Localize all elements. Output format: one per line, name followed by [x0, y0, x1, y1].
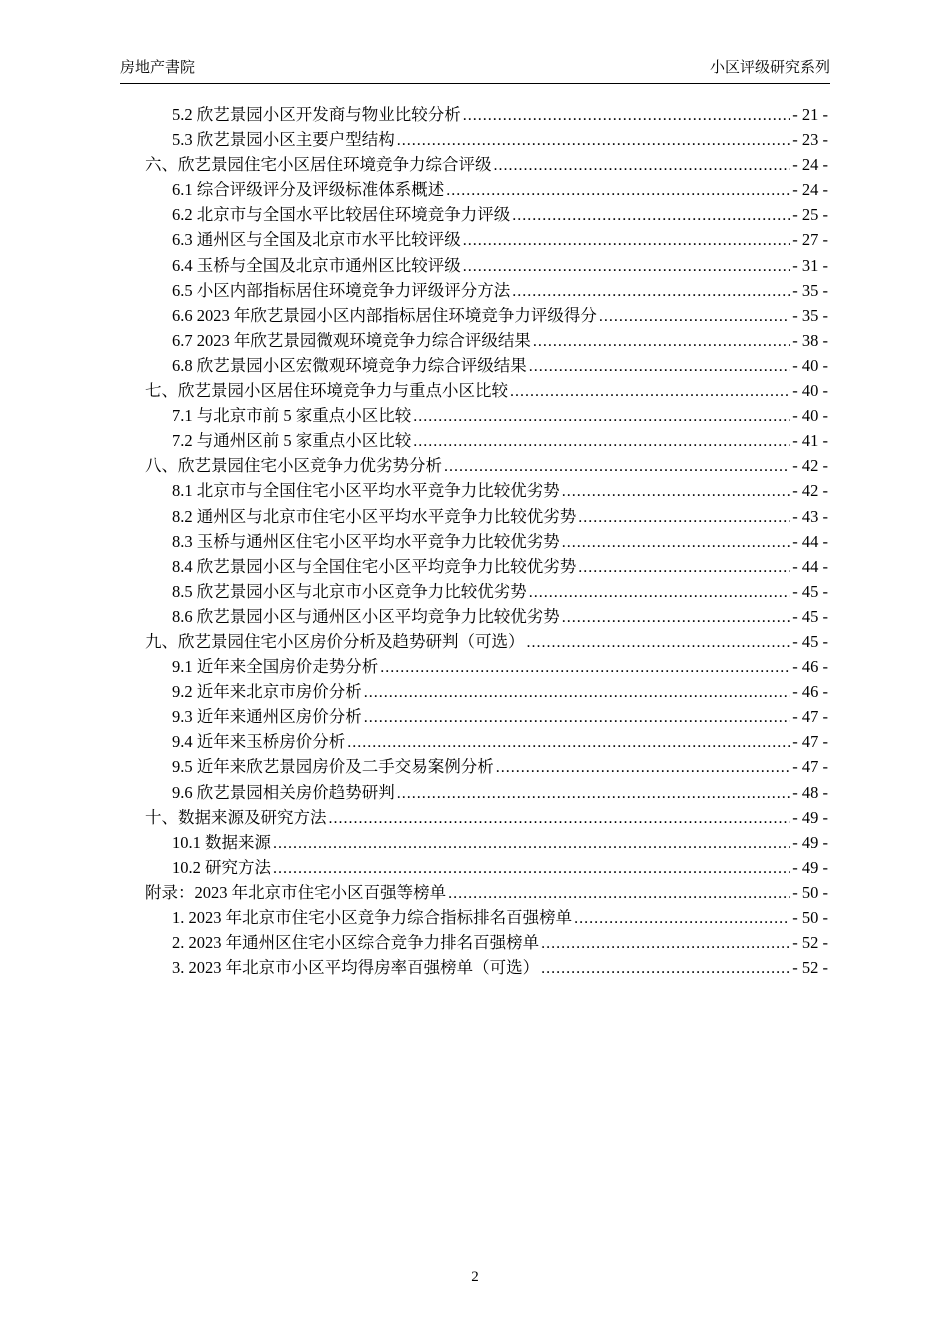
toc-page-number: - 24 - — [792, 180, 828, 200]
toc-page-number: - 42 - — [792, 456, 828, 476]
toc-page-number: - 42 - — [792, 481, 828, 501]
toc-entry-title: 6.3 通州区与全国及北京市水平比较评级 — [172, 230, 461, 250]
toc-entry[interactable] — [120, 905, 830, 930]
toc-entry-title: 8.5 欣艺景园小区与北京市小区竞争力比较优劣势 — [172, 581, 527, 601]
toc-entry[interactable] — [120, 704, 830, 729]
toc-entry[interactable] — [120, 403, 830, 428]
toc-entry-title: 九、欣艺景园住宅小区房价分析及趋势研判（可选） — [145, 631, 525, 651]
toc-dot-leader — [496, 754, 791, 780]
toc-entry[interactable] — [120, 504, 830, 529]
toc-dot-leader — [397, 780, 791, 806]
toc-entry-title: 6.6 2023 年欣艺景园小区内部指标居住环境竞争力评级得分 — [172, 305, 597, 325]
toc-dot-leader — [578, 504, 790, 530]
header-left-text: 房地产書院 — [120, 60, 196, 76]
toc-page-number: - 21 - — [792, 105, 828, 124]
toc-page-number: - 45 - — [792, 631, 828, 651]
toc-entry[interactable] — [120, 855, 830, 880]
toc-entry[interactable] — [120, 604, 830, 629]
toc-dot-leader — [529, 579, 791, 605]
toc-page-number: - 23 - — [792, 130, 828, 150]
toc-entry-title: 9.6 欣艺景园相关房价趋势研判 — [172, 782, 395, 802]
header-right-text: 小区评级研究系列 — [709, 60, 830, 76]
toc-entry-title: 9.3 近年来通州区房价分析 — [172, 707, 362, 727]
toc-page-number: - 31 - — [792, 255, 828, 275]
toc-entry-title: 8.2 通州区与北京市住宅小区平均水平竞争力比较优劣势 — [172, 506, 577, 526]
toc-entry-title: 3. 2023 年北京市小区平均得房率百强榜单（可选） — [172, 958, 540, 978]
toc-page-number: - 38 - — [792, 330, 828, 350]
toc-dot-leader — [529, 353, 791, 379]
toc-entry-title: 七、欣艺景园小区居住环境竞争力与重点小区比较 — [145, 381, 508, 401]
toc-entry-title: 8.6 欣艺景园小区与通州区小区平均竞争力比较优劣势 — [172, 606, 560, 626]
toc-dot-leader — [562, 478, 791, 504]
toc-dot-leader — [364, 704, 791, 730]
toc-page-number: - 44 - — [792, 531, 828, 551]
toc-page-number: - 40 - — [792, 381, 828, 401]
toc-page-number: - 50 - — [792, 882, 828, 902]
toc-page-number: - 25 - — [792, 205, 828, 225]
toc-entry-title: 9.2 近年来北京市房价分析 — [172, 682, 362, 702]
toc-page-number: - 41 - — [792, 431, 828, 451]
page-footer — [0, 1269, 950, 1286]
toc-entry[interactable] — [120, 478, 830, 503]
toc-entry-title: 9.1 近年来全国房价走势分析 — [172, 657, 379, 677]
toc-entry[interactable] — [120, 303, 830, 328]
toc-entry[interactable] — [120, 930, 830, 955]
toc-page-number: - 35 - — [792, 305, 828, 325]
toc-page-number: - 45 - — [792, 581, 828, 601]
toc-dot-leader — [494, 152, 791, 178]
toc-dot-leader — [413, 403, 790, 429]
toc-dot-leader — [527, 629, 791, 655]
page-header — [120, 56, 830, 84]
toc-dot-leader — [444, 453, 790, 479]
toc-dot-leader — [446, 177, 790, 203]
toc-entry[interactable] — [120, 353, 830, 378]
toc-dot-leader — [578, 554, 790, 580]
toc-entry-title: 6.8 欣艺景园小区宏微观环境竞争力综合评级结果 — [172, 355, 527, 375]
toc-entry[interactable] — [120, 127, 830, 152]
toc-entry[interactable] — [120, 830, 830, 855]
toc-dot-leader — [599, 303, 790, 329]
toc-dot-leader — [463, 227, 791, 253]
toc-dot-leader — [380, 654, 790, 680]
toc-entry-title: 6.7 2023 年欣艺景园微观环境竞争力综合评级结果 — [172, 330, 531, 350]
toc-page-number: - 40 - — [792, 406, 828, 426]
toc-dot-leader — [364, 679, 791, 705]
toc-entry-title: 1. 2023 年北京市住宅小区竞争力综合指标排名百强榜单 — [172, 908, 573, 927]
toc-entry[interactable] — [120, 955, 830, 980]
toc-dot-leader — [510, 378, 790, 404]
toc-dot-leader — [397, 127, 791, 153]
toc-entry[interactable] — [120, 654, 830, 679]
toc-entry[interactable] — [120, 152, 830, 177]
toc-entry-title: 8.3 玉桥与通州区住宅小区平均水平竞争力比较优劣势 — [172, 531, 560, 551]
toc-page-number: - 43 - — [792, 506, 828, 526]
toc-entry[interactable] — [120, 729, 830, 754]
toc-entry-title: 6.2 北京市与全国水平比较居住环境竞争力评级 — [172, 205, 511, 225]
toc-page-number: - 24 - — [792, 155, 828, 175]
toc-entry[interactable] — [120, 754, 830, 779]
toc-entry-title: 10.2 研究方法 — [172, 857, 271, 877]
toc-entry[interactable] — [120, 554, 830, 579]
toc-entry[interactable] — [120, 253, 830, 278]
toc-entry-title: 8.4 欣艺景园小区与全国住宅小区平均竞争力比较优劣势 — [172, 556, 577, 576]
toc-page-number: - 52 - — [792, 933, 828, 953]
toc-dot-leader — [541, 955, 790, 981]
toc-page-number: - 49 - — [792, 857, 828, 877]
toc-dot-leader — [273, 855, 790, 881]
toc-entry[interactable] — [120, 880, 830, 905]
toc-entry-title: 5.3 欣艺景园小区主要户型结构 — [172, 130, 395, 150]
toc-page-number: - 47 - — [792, 732, 828, 752]
toc-dot-leader — [541, 930, 790, 956]
toc-page-number: - 46 - — [792, 682, 828, 702]
toc-page-number: - 47 - — [792, 757, 828, 777]
toc-entry[interactable] — [120, 529, 830, 554]
toc-dot-leader — [562, 529, 791, 555]
toc-page-number: - 49 - — [792, 832, 828, 852]
toc-entry-title: 10.1 数据来源 — [172, 832, 271, 852]
page-number: 2 — [471, 1269, 479, 1285]
toc-page-number: - 52 - — [792, 958, 828, 978]
toc-dot-leader — [329, 805, 791, 831]
toc-entry[interactable] — [120, 679, 830, 704]
toc-entry-title: 十、数据来源及研究方法 — [145, 807, 327, 827]
toc-entry[interactable] — [120, 328, 830, 353]
toc-page-number: - 50 - — [792, 908, 828, 927]
toc-entry-title: 2. 2023 年通州区住宅小区综合竞争力排名百强榜单 — [172, 933, 540, 953]
toc-entry[interactable] — [120, 428, 830, 453]
table-of-contents — [120, 102, 830, 980]
toc-entry[interactable] — [120, 227, 830, 252]
toc-entry[interactable] — [120, 378, 830, 403]
toc-page-number: - 48 - — [792, 782, 828, 802]
toc-entry-title: 5.2 欣艺景园小区开发商与物业比较分析 — [172, 105, 461, 124]
toc-dot-leader — [273, 830, 790, 856]
toc-entry-title: 六、欣艺景园住宅小区居住环境竞争力综合评级 — [145, 155, 492, 175]
toc-entry-title: 9.5 近年来欣艺景园房价及二手交易案例分析 — [172, 757, 494, 777]
toc-dot-leader — [512, 278, 790, 304]
toc-dot-leader — [562, 604, 791, 630]
toc-page-number: - 49 - — [792, 807, 828, 827]
toc-entry[interactable] — [120, 102, 830, 127]
toc-entry-title: 7.2 与通州区前 5 家重点小区比较 — [172, 431, 412, 451]
toc-dot-leader — [463, 102, 791, 128]
toc-entry[interactable] — [120, 805, 830, 830]
toc-page-number: - 40 - — [792, 355, 828, 375]
toc-entry[interactable] — [120, 780, 830, 805]
toc-dot-leader — [448, 880, 790, 906]
toc-entry[interactable] — [120, 177, 830, 202]
toc-entry[interactable] — [120, 579, 830, 604]
toc-entry-title: 八、欣艺景园住宅小区竞争力优劣势分析 — [145, 456, 442, 476]
toc-entry-title: 6.4 玉桥与全国及北京市通州区比较评级 — [172, 255, 461, 275]
toc-entry[interactable] — [120, 453, 830, 478]
toc-entry-title: 8.1 北京市与全国住宅小区平均水平竞争力比较优劣势 — [172, 481, 560, 501]
toc-entry-title: 9.4 近年来玉桥房价分析 — [172, 732, 346, 752]
toc-entry-title: 6.1 综合评级评分及评级标准体系概述 — [172, 180, 445, 200]
toc-entry[interactable] — [120, 278, 830, 303]
toc-entry[interactable] — [120, 202, 830, 227]
toc-dot-leader — [463, 253, 791, 279]
toc-entry-title: 6.5 小区内部指标居住环境竞争力评级评分方法 — [172, 280, 511, 300]
toc-page-number: - 27 - — [792, 230, 828, 250]
toc-entry-title: 附录：2023 年北京市住宅小区百强等榜单 — [145, 882, 447, 902]
toc-dot-leader — [347, 729, 790, 755]
toc-page-number: - 44 - — [792, 556, 828, 576]
toc-page-number: - 46 - — [792, 657, 828, 677]
toc-entry-title: 7.1 与北京市前 5 家重点小区比较 — [172, 406, 412, 426]
toc-page-number: - 47 - — [792, 707, 828, 727]
toc-entry[interactable] — [120, 629, 830, 654]
toc-dot-leader — [512, 202, 790, 228]
toc-dot-leader — [574, 905, 790, 931]
toc-page-number: - 35 - — [792, 280, 828, 300]
toc-dot-leader — [413, 428, 790, 454]
toc-dot-leader — [533, 328, 790, 354]
toc-page-number: - 45 - — [792, 606, 828, 626]
